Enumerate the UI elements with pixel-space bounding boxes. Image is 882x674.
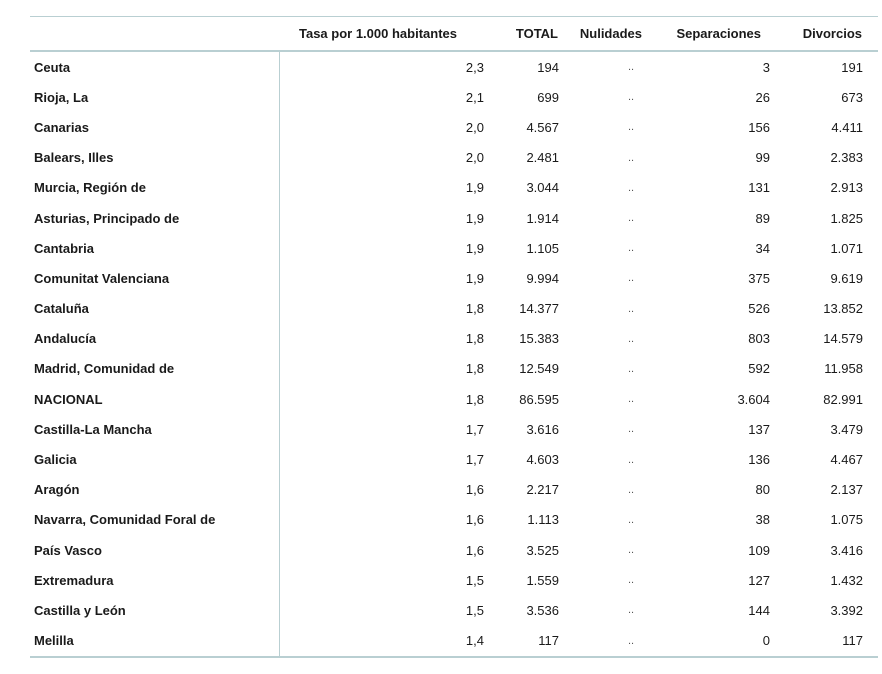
- cell-total: 117: [538, 633, 559, 649]
- cell-separaciones: 137: [748, 421, 770, 437]
- cell-nulidades: ..: [628, 453, 635, 466]
- table-body: [30, 51, 878, 656]
- table-row: [30, 384, 878, 414]
- cell-divorcios: 82.991: [823, 391, 863, 407]
- cell-separaciones: 99: [755, 150, 770, 166]
- cell-separaciones: 89: [755, 210, 770, 226]
- cell-tasa: 1,4: [465, 633, 484, 649]
- header-row: [30, 17, 878, 51]
- cell-divorcios: 673: [841, 89, 863, 105]
- cell-nulidades: ..: [628, 61, 635, 74]
- header-region: [30, 17, 279, 51]
- cell-tasa: 2,1: [465, 89, 484, 105]
- table-row: [30, 475, 878, 505]
- cell-divorcios: 3.392: [830, 602, 863, 618]
- table-row: [30, 535, 878, 565]
- cell-divorcios: 4.467: [830, 452, 863, 468]
- cell-separaciones: 26: [755, 89, 770, 105]
- cell-separaciones: 80: [755, 482, 770, 498]
- cell-total: 2.481: [526, 150, 559, 166]
- cell-region: Madrid, Comunidad de: [30, 354, 279, 384]
- cell-divorcios: 9.619: [830, 270, 863, 286]
- cell-tasa: 2,0: [465, 119, 484, 135]
- table-row: [30, 233, 878, 263]
- cell-nulidades: ..: [628, 362, 635, 375]
- cell-divorcios: 3.479: [830, 421, 863, 437]
- cell-divorcios: 3.416: [830, 542, 863, 558]
- table-row: [30, 294, 878, 324]
- cell-separaciones: 136: [748, 452, 770, 468]
- cell-tasa: 1,8: [465, 361, 484, 377]
- table-row: [30, 565, 878, 595]
- table-header: [30, 17, 878, 51]
- cell-separaciones: 131: [748, 180, 770, 196]
- cell-nulidades: ..: [628, 332, 635, 345]
- cell-region: Balears, Illes: [30, 143, 279, 173]
- cell-tasa: 2,0: [465, 150, 484, 166]
- cell-separaciones: 375: [748, 270, 770, 286]
- cell-separaciones: 144: [748, 602, 770, 618]
- cell-separaciones: 109: [748, 542, 770, 558]
- cell-tasa: 1,6: [465, 542, 484, 558]
- cell-tasa: 1,8: [465, 331, 484, 347]
- cell-divorcios: 1.071: [830, 240, 863, 256]
- cell-nulidades: ..: [628, 513, 635, 526]
- cell-total: 699: [537, 89, 559, 105]
- cell-nulidades: ..: [628, 574, 635, 587]
- cell-nulidades: ..: [628, 483, 635, 496]
- data-table-container: [30, 16, 878, 658]
- table-row: [30, 414, 878, 444]
- cell-divorcios: 1.432: [830, 572, 863, 588]
- cell-tasa: 1,9: [465, 270, 484, 286]
- cell-total: 2.217: [526, 482, 559, 498]
- cell-region: Cataluña: [30, 294, 279, 324]
- cell-total: 1.105: [526, 240, 559, 256]
- table-row: [30, 203, 878, 233]
- cell-total: 194: [537, 59, 559, 75]
- table-row: [30, 505, 878, 535]
- cell-divorcios: 11.958: [824, 361, 863, 377]
- table-row: [30, 263, 878, 293]
- cell-separaciones: 127: [748, 572, 770, 588]
- cell-total: 14.377: [519, 301, 559, 317]
- cell-separaciones: 592: [748, 361, 770, 377]
- cell-region: Rioja, La: [30, 82, 279, 112]
- table-row: [30, 354, 878, 384]
- table-row: [30, 173, 878, 203]
- cell-nulidades: ..: [628, 272, 635, 285]
- cell-tasa: 1,9: [465, 180, 484, 196]
- cell-tasa: 1,6: [465, 482, 484, 498]
- table-row: [30, 324, 878, 354]
- cell-region: País Vasco: [30, 535, 279, 565]
- cell-separaciones: 34: [755, 240, 770, 256]
- cell-total: 4.603: [526, 452, 559, 468]
- cell-divorcios: 191: [841, 59, 863, 75]
- cell-tasa: 1,6: [465, 512, 484, 528]
- cell-separaciones: 156: [748, 119, 770, 135]
- cell-total: 9.994: [526, 270, 559, 286]
- cell-total: 1.914: [526, 210, 559, 226]
- cell-tasa: 1,8: [465, 301, 484, 317]
- cell-total: 1.559: [526, 572, 559, 588]
- header-divorcios[interactable]: Divorcios: [777, 17, 878, 51]
- cell-total: 15.383: [519, 331, 559, 347]
- cell-nulidades: ..: [628, 544, 635, 557]
- header-total[interactable]: TOTAL: [487, 17, 562, 51]
- cell-region: Castilla y León: [30, 595, 279, 625]
- cell-total: 3.044: [526, 180, 559, 196]
- cell-region: Andalucía: [30, 324, 279, 354]
- cell-nulidades: ..: [628, 181, 635, 194]
- cell-region: Melilla: [30, 626, 279, 656]
- cell-divorcios: 4.411: [831, 119, 863, 135]
- cell-divorcios: 2.137: [830, 482, 863, 498]
- cell-total: 3.536: [526, 602, 559, 618]
- cell-nulidades: ..: [628, 393, 635, 406]
- cell-region: Extremadura: [30, 565, 279, 595]
- cell-divorcios: 1.075: [830, 512, 863, 528]
- cell-separaciones: 803: [748, 331, 770, 347]
- cell-separaciones: 3: [762, 59, 770, 75]
- cell-nulidades: ..: [628, 634, 635, 647]
- cell-nulidades: ..: [628, 91, 635, 104]
- cell-region: Ceuta: [30, 51, 279, 82]
- cell-nulidades: ..: [628, 242, 635, 255]
- table-row: [30, 595, 878, 625]
- cell-tasa: 1,5: [465, 572, 484, 588]
- cell-divorcios: 14.579: [823, 331, 863, 347]
- divorce-rate-table: [30, 17, 878, 656]
- cell-total: 3.525: [526, 542, 559, 558]
- cell-tasa: 1,8: [465, 391, 484, 407]
- table-row: [30, 82, 878, 112]
- cell-region: Comunitat Valenciana: [30, 263, 279, 293]
- table-row: [30, 626, 878, 656]
- cell-tasa: 1,9: [465, 210, 484, 226]
- cell-nulidades: ..: [628, 151, 635, 164]
- cell-nulidades: ..: [628, 121, 635, 134]
- cell-region: NACIONAL: [30, 384, 279, 414]
- cell-total: 86.595: [519, 391, 559, 407]
- cell-divorcios: 117: [842, 633, 863, 649]
- cell-divorcios: 1.825: [830, 210, 863, 226]
- cell-region: Murcia, Región de: [30, 173, 279, 203]
- cell-nulidades: ..: [628, 212, 635, 225]
- cell-nulidades: ..: [628, 604, 635, 617]
- cell-region: Cantabria: [30, 233, 279, 263]
- cell-region: Navarra, Comunidad Foral de: [30, 505, 279, 535]
- cell-tasa: 1,7: [465, 421, 484, 437]
- cell-divorcios: 13.852: [823, 301, 863, 317]
- cell-divorcios: 2.383: [830, 150, 863, 166]
- cell-total: 1.113: [527, 512, 559, 528]
- table-row: [30, 112, 878, 142]
- cell-tasa: 1,9: [465, 240, 484, 256]
- cell-separaciones: 3.604: [737, 391, 770, 407]
- header-tasa[interactable]: Tasa por 1.000 habitantes: [279, 17, 487, 51]
- cell-separaciones: 38: [755, 512, 770, 528]
- cell-region: Galicia: [30, 444, 279, 474]
- cell-total: 12.549: [519, 361, 559, 377]
- header-separaciones[interactable]: Separaciones: [653, 17, 777, 51]
- cell-separaciones: 0: [762, 633, 770, 649]
- header-nulidades[interactable]: Nulidades: [562, 17, 653, 51]
- cell-region: Castilla-La Mancha: [30, 414, 279, 444]
- cell-total: 4.567: [526, 119, 559, 135]
- table-row: [30, 51, 878, 82]
- cell-total: 3.616: [526, 421, 559, 437]
- cell-tasa: 1,5: [465, 602, 484, 618]
- cell-nulidades: ..: [628, 302, 635, 315]
- cell-separaciones: 526: [748, 301, 770, 317]
- table-row: [30, 143, 878, 173]
- cell-divorcios: 2.913: [830, 180, 863, 196]
- cell-tasa: 2,3: [465, 59, 484, 75]
- table-row: [30, 444, 878, 474]
- cell-region: Canarias: [30, 112, 279, 142]
- cell-region: Asturias, Principado de: [30, 203, 279, 233]
- cell-nulidades: ..: [628, 423, 635, 436]
- cell-region: Aragón: [30, 475, 279, 505]
- cell-tasa: 1,7: [465, 452, 484, 468]
